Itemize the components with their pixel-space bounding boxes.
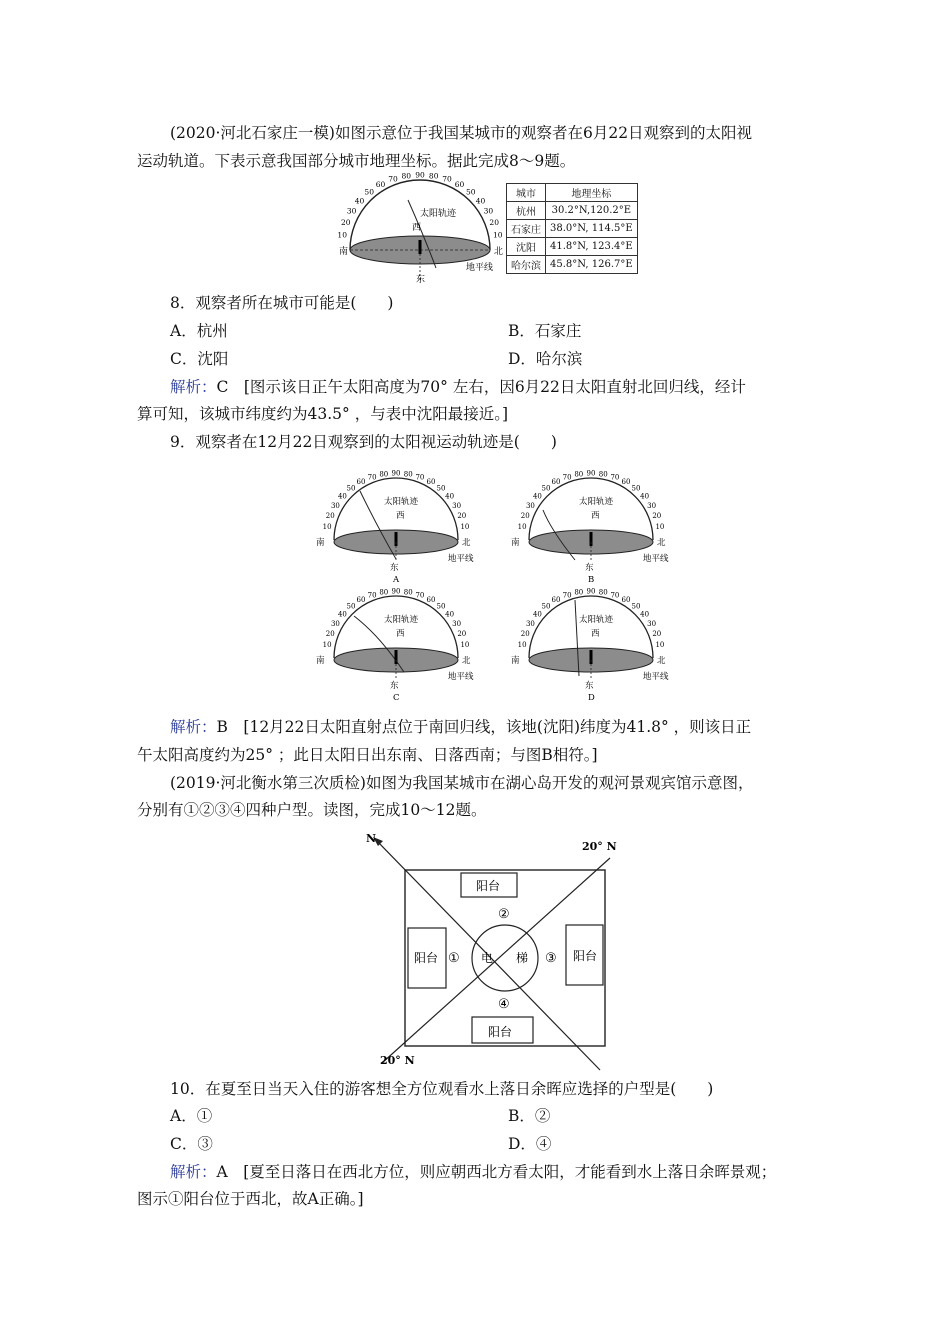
answer-label: 解析：	[170, 378, 217, 396]
panel-east-label: 东	[585, 563, 594, 573]
q10-answer-line-2: 图示①阳台位于西北，故A正确。]	[137, 1190, 364, 1208]
panel-west-label: 西	[396, 629, 405, 639]
fig1-east: 东	[416, 275, 426, 285]
scale-tick-label: 10	[460, 522, 470, 531]
scale-tick-label: 50	[436, 484, 446, 493]
scale-tick-label: 50	[541, 484, 551, 493]
scale-tick-label: 70	[610, 591, 620, 600]
scale-tick-label: 70	[610, 473, 620, 482]
scale-tick-label: 50	[364, 187, 374, 197]
scale-tick-label: 60	[426, 478, 436, 487]
panel-south-label: 南	[511, 538, 520, 548]
scale-tick-label: 90	[415, 170, 425, 180]
scale-tick-label: 80	[403, 470, 413, 479]
option-figure-a[interactable]	[316, 470, 474, 585]
scale-tick-label: 60	[621, 478, 631, 487]
panel-east-label: 东	[390, 563, 399, 573]
scale-tick-label: 50	[436, 602, 446, 611]
scale-tick-label: 30	[525, 619, 535, 628]
elevator-label-1: 电	[481, 951, 494, 965]
answer-label: 解析：	[170, 1163, 217, 1181]
sun-path-figure-1	[336, 170, 504, 285]
scale-tick-label: 10	[655, 640, 665, 649]
scale-tick-label: 20	[652, 630, 662, 638]
scale-tick-label: 50	[541, 602, 551, 611]
scale-tick-label: 20	[325, 630, 335, 638]
scale-tick-label: 40	[475, 196, 486, 206]
scale-tick-label: 60	[426, 596, 436, 605]
scale-tick-label: 10	[322, 522, 332, 531]
panel-north-label: 北	[657, 538, 666, 548]
scale-tick-label: 30	[483, 206, 494, 216]
scale-tick-label: 60	[356, 478, 366, 487]
panel-north-label: 北	[462, 656, 471, 666]
table-header: 城市	[507, 184, 546, 202]
scale-tick-label: 60	[375, 180, 386, 190]
scale-tick-label: 90	[586, 469, 596, 478]
balcony-left: 阳台	[414, 951, 439, 965]
balcony-top: 阳台	[476, 879, 501, 893]
scale-tick-label: 60	[356, 596, 366, 605]
scale-tick-label: 90	[586, 587, 596, 596]
panel-north-label: 北	[657, 656, 666, 666]
balcony-bottom: 阳台	[488, 1025, 513, 1039]
scale-tick-label: 40	[337, 610, 347, 619]
panel-west-label: 西	[396, 511, 405, 521]
q8-answer-line-1: 解析：C [图示该日正午太阳高度为70° 左右，因6月22日太阳直射北回归线，经计	[170, 378, 746, 396]
unit-3: ③	[545, 951, 557, 966]
table-header: 地理坐标	[546, 184, 638, 202]
hotel-plan-figure	[360, 828, 630, 1073]
q9-figures	[310, 458, 690, 708]
intro2-line-2: 分别有①②③④四种户型。读图，完成10～12题。	[137, 801, 487, 819]
scale-tick-label: 30	[647, 501, 657, 510]
q9-answer-line-1: 解析：B [12月22日太阳直射点位于南回归线，该地(沈阳)纬度为41.8° ，则该日正	[170, 718, 752, 736]
q8-option-c[interactable]: C．沈阳	[170, 350, 229, 368]
scale-tick-label: 50	[631, 484, 641, 493]
q8-stem: 8．观察者所在城市可能是( )	[170, 294, 394, 312]
scale-tick-label: 30	[346, 206, 357, 216]
panel-horizon-label: 地平线	[448, 554, 474, 564]
panel-horizon-label: 地平线	[448, 672, 474, 682]
unit-2: ②	[498, 907, 510, 922]
scale-tick-label: 60	[454, 180, 465, 190]
q10-option-a[interactable]: A．①	[170, 1107, 213, 1125]
panel-west-label: 西	[591, 629, 600, 639]
panel-track-label: 太阳轨迹	[579, 497, 614, 507]
unit-1: ①	[448, 951, 460, 966]
scale-tick-label: 30	[330, 619, 340, 628]
scale-tick-label: 30	[330, 501, 340, 510]
option-figure-d[interactable]	[511, 588, 669, 703]
table-header-row	[507, 184, 638, 202]
lat-top-label: 20° N	[582, 840, 617, 853]
scale-tick-label: 50	[631, 602, 641, 611]
scale-tick-label: 50	[346, 602, 356, 611]
scale-tick-label: 30	[452, 619, 462, 628]
scale-tick-label: 70	[562, 473, 572, 482]
panel-east-label: 东	[585, 681, 594, 691]
scale-tick-label: 80	[379, 470, 389, 479]
scale-tick-label: 80	[598, 588, 608, 597]
scale-tick-label: 40	[640, 610, 650, 619]
scale-tick-label: 40	[354, 196, 365, 206]
city-coordinates-table	[506, 183, 638, 274]
scale-tick-label: 90	[391, 587, 401, 596]
panel-track-label: 太阳轨迹	[579, 615, 614, 625]
panel-letter-label: D	[588, 693, 595, 703]
scale-tick-label: 80	[598, 470, 608, 479]
scale-tick-label: 60	[621, 596, 631, 605]
scale-tick-label: 80	[574, 470, 584, 479]
fig1-west: 西	[412, 223, 422, 233]
scale-tick-label: 80	[379, 588, 389, 597]
panel-horizon-label: 地平线	[643, 554, 669, 564]
table-row	[507, 202, 638, 220]
lat-bottom-label: 20° N	[380, 1054, 415, 1067]
table-cell: 沈阳	[507, 238, 546, 256]
answer-label: 解析：	[170, 718, 217, 736]
scale-tick-label: 70	[367, 591, 377, 600]
scale-tick-label: 10	[493, 230, 503, 240]
q10-stem: 10．在夏至日当天入住的游客想全方位观看水上落日余晖应选择的户型是( )	[170, 1080, 714, 1098]
scale-tick-label: 70	[442, 174, 452, 184]
table-cell: 哈尔滨	[507, 256, 546, 274]
north-label: N	[366, 832, 377, 845]
scale-tick-label: 80	[574, 588, 584, 597]
q10-answer-line-1: 解析：A [夏至日落日在西北方位，则应朝西北方看太阳，才能看到水上落日余晖景观；	[170, 1163, 777, 1181]
scale-tick-label: 50	[466, 187, 476, 197]
scale-tick-label: 20	[457, 630, 467, 638]
scale-tick-label: 10	[337, 230, 347, 240]
panel-east-label: 东	[390, 681, 399, 691]
elevator-label-2: 梯	[516, 951, 529, 965]
table-cell: 45.8°N, 126.7°E	[546, 256, 638, 274]
option-figure-b[interactable]	[511, 470, 669, 585]
panel-track-label: 太阳轨迹	[384, 497, 419, 507]
scale-tick-label: 40	[640, 492, 650, 501]
scale-tick-label: 70	[388, 174, 398, 184]
panel-letter-label: A	[393, 575, 400, 585]
scale-tick-label: 20	[325, 512, 335, 520]
panel-letter-label: B	[588, 575, 595, 585]
panel-south-label: 南	[511, 656, 520, 666]
q10-option-c[interactable]: C．③	[170, 1135, 213, 1153]
q9-stem: 9．观察者在12月22日观察到的太阳视运动轨迹是( )	[170, 433, 557, 451]
q10-option-d[interactable]: D．④	[508, 1135, 552, 1153]
scale-tick-label: 20	[457, 512, 467, 520]
panel-south-label: 南	[316, 538, 325, 548]
scale-tick-label: 10	[517, 640, 527, 649]
q8-option-b[interactable]: B．石家庄	[508, 322, 582, 340]
table-row	[507, 256, 638, 274]
table-cell: 石家庄	[507, 220, 546, 238]
intro-line-2: 运动轨道。下表示意我国部分城市地理坐标。据此完成8～9题。	[137, 152, 576, 170]
scale-tick-label: 20	[520, 512, 530, 520]
table-cell: 38.0°N, 114.5°E	[546, 220, 638, 238]
balcony-right: 阳台	[573, 949, 598, 963]
panel-horizon-label: 地平线	[643, 672, 669, 682]
panel-track-label: 太阳轨迹	[384, 615, 419, 625]
fig1-south: 南	[339, 247, 349, 257]
scale-tick-label: 40	[445, 610, 455, 619]
panel-south-label: 南	[316, 656, 325, 666]
scale-tick-label: 40	[445, 492, 455, 501]
scale-tick-label: 30	[647, 619, 657, 628]
scale-tick-label: 70	[415, 473, 425, 482]
q9-answer-line-2: 午太阳高度约为25° ；此日太阳日出东南、日落西南；与图B相符。]	[137, 746, 598, 764]
scale-tick-label: 40	[532, 610, 542, 619]
scale-tick-label: 70	[367, 473, 377, 482]
scale-tick-label: 20	[652, 512, 662, 520]
scale-tick-label: 20	[341, 218, 351, 228]
scale-tick-label: 40	[337, 492, 347, 501]
panel-north-label: 北	[462, 538, 471, 548]
fig1-north: 北	[494, 247, 504, 257]
table-row	[507, 238, 638, 256]
q8-answer-line-2: 算可知，该城市纬度约为43.5° ，与表中沈阳最接近。]	[137, 405, 508, 423]
scale-tick-label: 40	[532, 492, 542, 501]
table-cell: 41.8°N, 123.4°E	[546, 238, 638, 256]
unit-4: ④	[498, 997, 510, 1012]
option-figure-c[interactable]	[316, 588, 474, 703]
scale-tick-label: 90	[391, 469, 401, 478]
table-cell: 杭州	[507, 202, 546, 220]
scale-tick-label: 60	[551, 478, 561, 487]
table-row	[507, 220, 638, 238]
scale-tick-label: 30	[525, 501, 535, 510]
intro2-line-1: (2019·河北衡水第三次质检)如图为我国某城市在湖心岛开发的观河景观宾馆示意图，	[170, 774, 754, 792]
scale-tick-label: 20	[489, 218, 499, 228]
scale-tick-label: 10	[655, 522, 665, 531]
scale-tick-label: 80	[428, 171, 439, 181]
scale-tick-label: 60	[551, 596, 561, 605]
fig1-horizon: 地平线	[466, 263, 494, 273]
scale-tick-label: 10	[322, 640, 332, 649]
scale-tick-label: 30	[452, 501, 462, 510]
panel-letter-label: C	[393, 693, 400, 703]
scale-tick-label: 80	[401, 171, 412, 181]
scale-tick-label: 20	[520, 630, 530, 638]
intro-line-1: (2020·河北石家庄一模)如图示意位于我国某城市的观察者在6月22日观察到的太阳视	[170, 124, 753, 142]
fig1-track-label: 太阳轨迹	[420, 209, 457, 219]
q8-option-d[interactable]: D．哈尔滨	[508, 350, 583, 368]
q10-option-b[interactable]: B．②	[508, 1107, 551, 1125]
scale-tick-label: 50	[346, 484, 356, 493]
scale-tick-label: 70	[562, 591, 572, 600]
panel-west-label: 西	[591, 511, 600, 521]
scale-tick-label: 10	[460, 640, 470, 649]
scale-tick-label: 10	[517, 522, 527, 531]
scale-tick-label: 70	[415, 591, 425, 600]
scale-tick-label: 80	[403, 588, 413, 597]
q8-option-a[interactable]: A．杭州	[170, 322, 228, 340]
table-cell: 30.2°N,120.2°E	[546, 202, 638, 220]
